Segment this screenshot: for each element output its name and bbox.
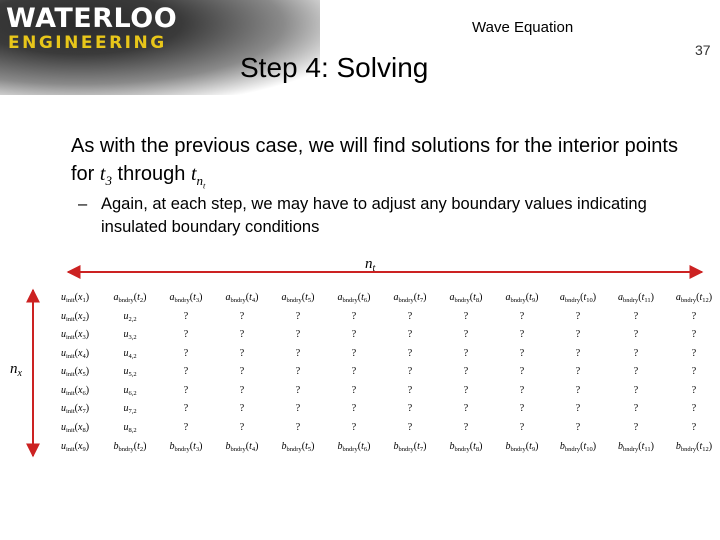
bullet-1-text: As with the previous case, we will find solutions for the interior points for	[71, 135, 678, 185]
grid-unknown-cell: ?	[691, 311, 697, 322]
grid-top-cell: $a_{bndry}(t_3)$	[169, 292, 203, 304]
grid-unknown-cell: ?	[575, 385, 581, 396]
grid-unknown-cell: ?	[407, 422, 413, 433]
grid-top-cell: $a_{bndry}(t_7)$	[393, 292, 427, 304]
grid-bottom-cell: $b_{bndry}(t_7)$	[393, 441, 427, 453]
grid-unknown-cell: ?	[519, 348, 525, 359]
grid-unknown-cell: ?	[691, 348, 697, 359]
slide-title: Step 4: Solving	[240, 52, 429, 83]
grid-unknown-cell: ?	[575, 403, 581, 414]
grid-unknown-cell: ?	[633, 348, 639, 359]
grid-unknown-cell: ?	[407, 329, 413, 340]
grid-bottom-cell: $b_{bndry}(t_2)$	[113, 441, 147, 453]
grid-unknown-cell: ?	[633, 422, 639, 433]
header-label: Wave Equation	[472, 19, 574, 36]
grid-unknown-cell: ?	[463, 329, 469, 340]
grid-unknown-cell: ?	[183, 329, 189, 340]
grid-unknown-cell: ?	[633, 403, 639, 414]
grid-unknown-cell: ?	[575, 348, 581, 359]
grid-unknown-cell: ?	[295, 329, 301, 340]
grid-unknown-cell: ?	[463, 311, 469, 322]
grid-top-cell: $a_{bndry}(t_9)$	[505, 292, 539, 304]
grid-left-cell: $u_{init}(x_4)$	[60, 348, 90, 360]
grid-unknown-cell: ?	[183, 403, 189, 414]
grid-top-cell: $a_{bndry}(t_{12})$	[675, 292, 713, 304]
grid-left-cell: $u_{init}(x_3)$	[60, 329, 90, 341]
grid-bottom-cell: $b_{bndry}(t_6)$	[337, 441, 371, 453]
grid-unknown-cell: ?	[575, 311, 581, 322]
grid-second-col-cell: $u_{6,2}$	[123, 385, 137, 397]
grid-left-cell: $u_{init}(x_5)$	[60, 366, 90, 378]
bullet-2-text: Again, at each step, we may have to adjust any boundary values indicating insulated boundary conditions	[101, 195, 647, 236]
grid-unknown-cell: ?	[691, 422, 697, 433]
grid-unknown-cell: ?	[239, 366, 245, 377]
grid-bottom-cell: $b_{bndry}(t_8)$	[449, 441, 483, 453]
grid-second-col-cell: $u_{2,2}$	[123, 311, 137, 323]
grid-second-col-cell: $u_{5,2}$	[123, 366, 137, 378]
grid-top-cell: $a_{bndry}(t_2)$	[113, 292, 147, 304]
grid-unknown-cell: ?	[239, 329, 245, 340]
grid-unknown-cell: ?	[239, 311, 245, 322]
grid-unknown-cell: ?	[407, 311, 413, 322]
grid-unknown-cell: ?	[407, 403, 413, 414]
nx-label: $n_x$	[10, 361, 22, 379]
grid-unknown-cell: ?	[463, 385, 469, 396]
grid-unknown-cell: ?	[407, 366, 413, 377]
grid-top-cell: $u_{init}(x_1)$	[60, 292, 90, 304]
grid-unknown-cell: ?	[407, 385, 413, 396]
grid-unknown-cell: ?	[519, 385, 525, 396]
grid-unknown-cell: ?	[691, 366, 697, 377]
grid-unknown-cell: ?	[463, 366, 469, 377]
grid-unknown-cell: ?	[633, 366, 639, 377]
grid-unknown-cell: ?	[351, 422, 357, 433]
grid-unknown-cell: ?	[295, 348, 301, 359]
slide-number: 37	[695, 42, 711, 58]
grid-top-cell: $a_{bndry}(t_8)$	[449, 292, 483, 304]
grid-unknown-cell: ?	[463, 422, 469, 433]
grid-second-col-cell: $u_{7,2}$	[123, 403, 137, 415]
through-word: through	[117, 163, 186, 185]
grid-bottom-cell: $b_{bndry}(t_{10})$	[559, 441, 597, 453]
grid-unknown-cell: ?	[519, 329, 525, 340]
grid-unknown-cell: ?	[295, 385, 301, 396]
grid-left-cell: $u_{init}(x_7)$	[60, 403, 90, 415]
grid-unknown-cell: ?	[691, 385, 697, 396]
grid-unknown-cell: ?	[633, 329, 639, 340]
tnt-symbol: $t_{n_t}$	[190, 163, 206, 191]
grid-bottom-cell: $b_{bndry}(t_4)$	[225, 441, 259, 453]
logo-line1: WATERLOO	[6, 3, 178, 34]
grid-unknown-cell: ?	[463, 403, 469, 414]
grid-unknown-cell: ?	[351, 348, 357, 359]
grid-bottom-cell: $b_{bndry}(t_{11})$	[618, 441, 654, 453]
grid-unknown-cell: ?	[239, 385, 245, 396]
grid-unknown-cell: ?	[691, 329, 697, 340]
grid-top-cell: $a_{bndry}(t_4)$	[225, 292, 259, 304]
grid-unknown-cell: ?	[351, 311, 357, 322]
grid-top-cell: $a_{bndry}(t_{11})$	[618, 292, 654, 304]
grid-top-cell: $a_{bndry}(t_6)$	[337, 292, 371, 304]
grid-unknown-cell: ?	[519, 403, 525, 414]
grid-unknown-cell: ?	[575, 329, 581, 340]
grid-second-col-cell: $u_{4,2}$	[123, 348, 137, 360]
grid-bottom-cell: $b_{bndry}(t_9)$	[505, 441, 539, 453]
grid-bottom-cell: $u_{init}(x_9)$	[60, 441, 90, 453]
grid-unknown-cell: ?	[183, 311, 189, 322]
grid-unknown-cell: ?	[575, 422, 581, 433]
grid-top-cell: $a_{bndry}(t_5)$	[281, 292, 315, 304]
grid-unknown-cell: ?	[239, 403, 245, 414]
bullet-2-dash: –	[78, 195, 88, 213]
grid-unknown-cell: ?	[239, 348, 245, 359]
grid-unknown-cell: ?	[691, 403, 697, 414]
grid-unknown-cell: ?	[575, 366, 581, 377]
grid-unknown-cell: ?	[295, 311, 301, 322]
grid-left-cell: $u_{init}(x_2)$	[60, 311, 90, 323]
grid-unknown-cell: ?	[295, 366, 301, 377]
grid-unknown-cell: ?	[519, 422, 525, 433]
grid-unknown-cell: ?	[351, 403, 357, 414]
grid-bottom-cell: $b_{bndry}(t_3)$	[169, 441, 203, 453]
t3-symbol: $t_3$	[99, 163, 112, 188]
grid-unknown-cell: ?	[407, 348, 413, 359]
grid-unknown-cell: ?	[183, 422, 189, 433]
grid-unknown-cell: ?	[295, 422, 301, 433]
grid-unknown-cell: ?	[519, 366, 525, 377]
grid-bottom-cell: $b_{bndry}(t_{12})$	[675, 441, 713, 453]
logo-line2: ENGINEERING	[8, 33, 167, 53]
grid-unknown-cell: ?	[183, 366, 189, 377]
grid-left-cell: $u_{init}(x_6)$	[60, 385, 90, 397]
grid-unknown-cell: ?	[295, 403, 301, 414]
grid-unknown-cell: ?	[351, 366, 357, 377]
grid-unknown-cell: ?	[463, 348, 469, 359]
grid-unknown-cell: ?	[183, 385, 189, 396]
grid-second-col-cell: $u_{8,2}$	[123, 422, 137, 434]
nt-label: $n_t$	[365, 256, 376, 274]
grid-unknown-cell: ?	[351, 329, 357, 340]
grid-unknown-cell: ?	[183, 348, 189, 359]
grid-unknown-cell: ?	[239, 422, 245, 433]
grid-unknown-cell: ?	[633, 311, 639, 322]
grid-top-cell: $a_{bndry}(t_{10})$	[559, 292, 597, 304]
grid-second-col-cell: $u_{3,2}$	[123, 329, 137, 341]
grid-left-cell: $u_{init}(x_8)$	[60, 422, 90, 434]
grid-unknown-cell: ?	[633, 385, 639, 396]
grid-bottom-cell: $b_{bndry}(t_5)$	[281, 441, 315, 453]
grid-unknown-cell: ?	[519, 311, 525, 322]
grid-unknown-cell: ?	[351, 385, 357, 396]
